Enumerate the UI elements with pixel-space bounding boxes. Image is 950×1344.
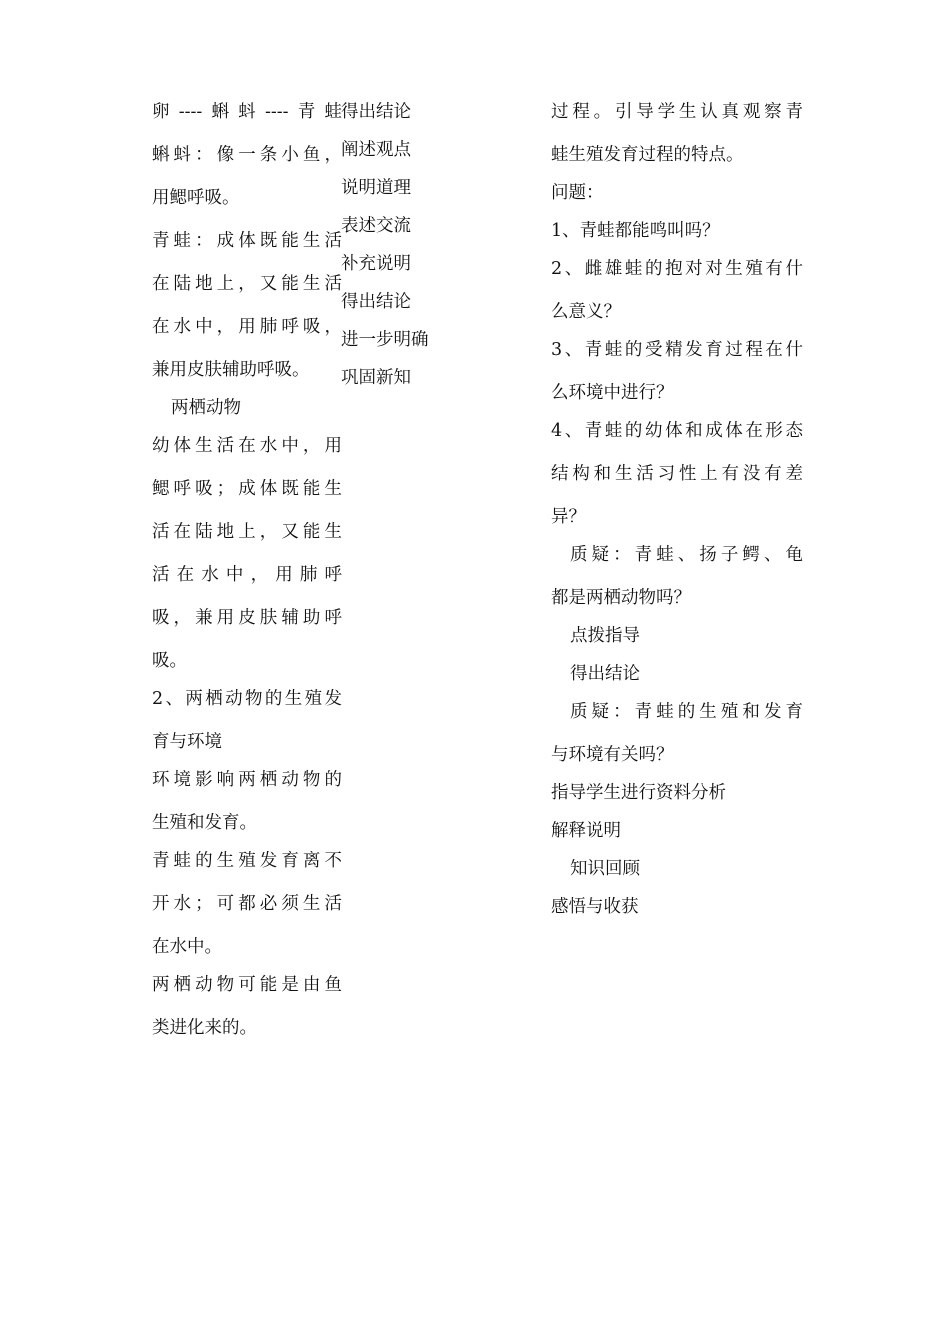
text-line: 结构和生活习性上有没有差 [551, 464, 803, 484]
text-line: 在陆地上，又能生活 [152, 274, 342, 294]
text-line: 解释说明 [551, 821, 621, 841]
text-line: 进一步明确 [341, 330, 429, 350]
text-line: 青蛙：成体既能生活 [152, 231, 342, 251]
text-line: 过程。引导学生认真观察青 [551, 102, 803, 122]
text-line: 质疑：青蛙的生殖和发育 [570, 702, 803, 722]
text-line: 卵----蝌蚪----青蛙 [152, 102, 342, 122]
text-line: 1、青蛙都能鸣叫吗？ [551, 221, 720, 241]
text-line: 知识回顾 [570, 859, 640, 879]
text-line: 得出结论 [570, 664, 640, 684]
text-line: 么环境中进行？ [551, 383, 674, 403]
column-teacher-guidance [551, 98, 803, 931]
text-line: 类进化来的。 [152, 1018, 257, 1038]
text-line: 么意义？ [551, 302, 621, 322]
text-line: 蛙生殖发育过程的特点。 [551, 145, 744, 165]
text-line: 4、青蛙的幼体和成体在形态 [551, 421, 803, 441]
text-line: 都是两栖动物吗？ [551, 588, 691, 608]
text-line: 在水中，用肺呼吸， [152, 317, 342, 337]
text-line: 质疑：青蛙、扬子鳄、龟 [570, 545, 803, 565]
text-line: 说明道理 [341, 178, 411, 198]
text-line: 在水中。 [152, 937, 222, 957]
text-line: 补充说明 [341, 254, 411, 274]
text-line: 幼体生活在水中，用 [152, 436, 342, 456]
text-line: 表述交流 [341, 216, 411, 236]
text-line: 青蛙的生殖发育离不 [152, 851, 342, 871]
text-line: 2、两栖动物的生殖发 [152, 689, 342, 709]
text-line: 活在陆地上，又能生 [152, 522, 342, 542]
text-line: 开水；可都必须生活 [152, 894, 342, 914]
text-line: 问题： [551, 183, 604, 203]
text-line: 3、青蛙的受精发育过程在什 [551, 340, 803, 360]
text-line: 异？ [551, 507, 586, 527]
text-line: 阐述观点 [341, 140, 411, 160]
text-line: 两栖动物可能是由鱼 [152, 975, 342, 995]
text-line: 感悟与收获 [551, 897, 639, 917]
text-line: 巩固新知 [341, 368, 411, 388]
text-line: 两栖动物 [171, 398, 241, 418]
text-line: 得出结论 [341, 292, 411, 312]
text-line: 用鳃呼吸。 [152, 188, 240, 208]
text-line: 吸，兼用皮肤辅助呼 [152, 608, 342, 628]
text-line: 吸。 [152, 651, 187, 671]
text-line: 点拨指导 [570, 626, 640, 646]
text-line: 活在水中，用肺呼 [152, 565, 342, 585]
column-activities [341, 98, 451, 402]
text-line: 蝌蚪：像一条小鱼， [152, 145, 342, 165]
text-line: 2、雌雄蛙的抱对对生殖有什 [551, 259, 803, 279]
column-content [152, 98, 342, 1052]
text-line: 兼用皮肤辅助呼吸。 [152, 360, 310, 380]
text-line: 环境影响两栖动物的 [152, 770, 342, 790]
text-line: 生殖和发育。 [152, 813, 257, 833]
text-line: 鳃呼吸；成体既能生 [152, 479, 342, 499]
text-line: 得出结论 [341, 102, 411, 122]
text-line: 与环境有关吗？ [551, 745, 674, 765]
text-line: 指导学生进行资料分析 [551, 783, 726, 803]
text-line: 育与环境 [152, 732, 222, 752]
